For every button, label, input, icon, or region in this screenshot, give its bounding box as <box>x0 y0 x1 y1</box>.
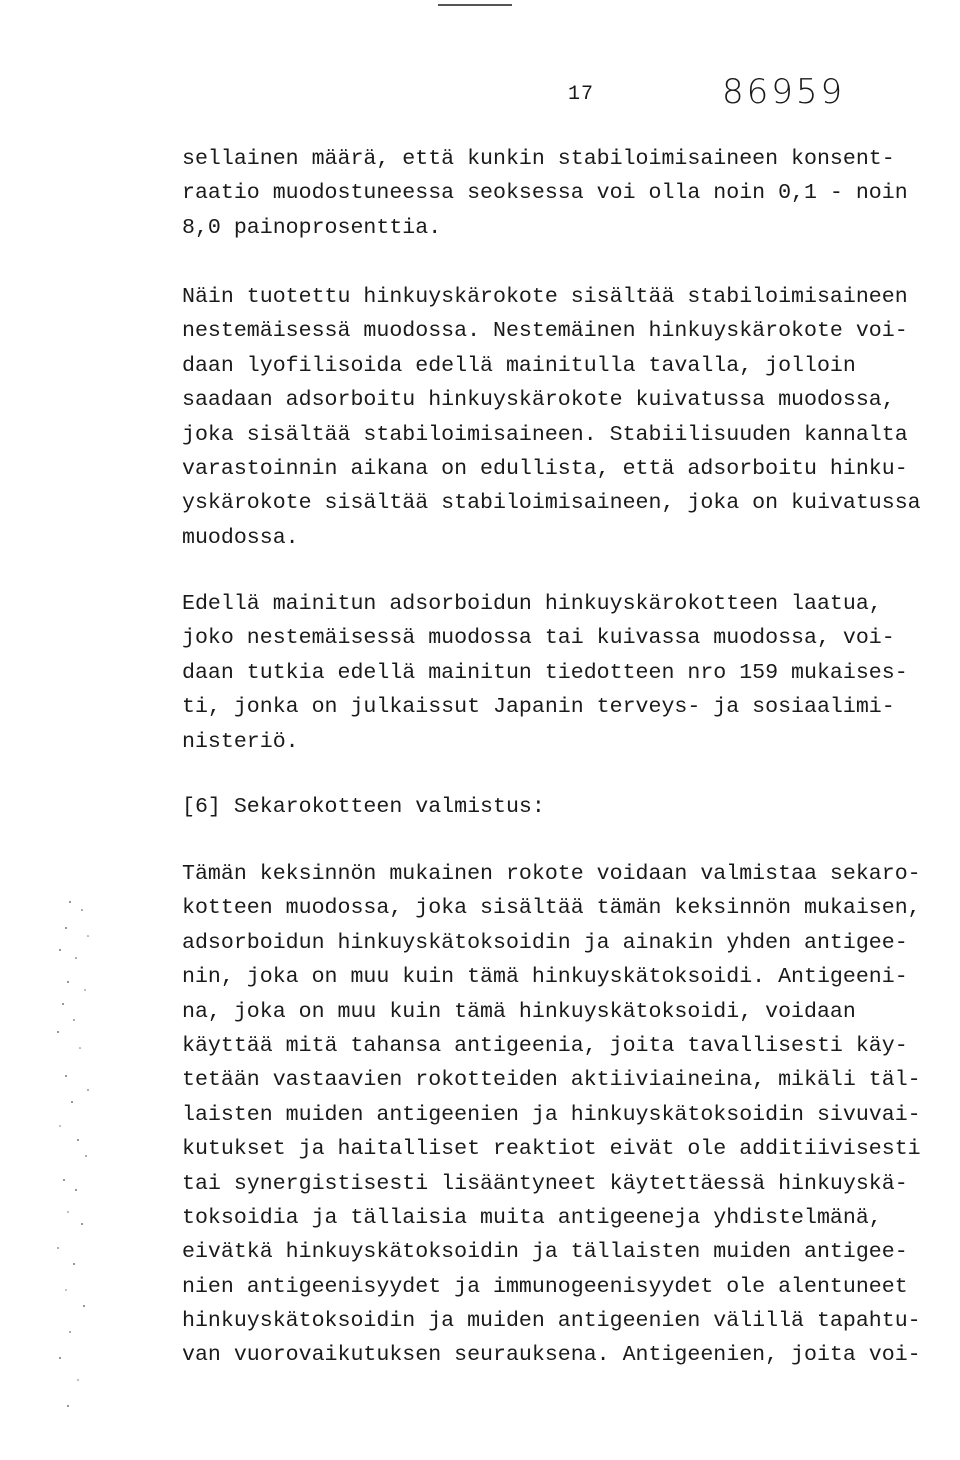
paragraph-3 <box>182 587 952 759</box>
text-line: na, joka on muu kuin tämä hinkuyskätoksoidi, voidaan <box>182 999 856 1024</box>
text-line: daan tutkia edellä mainitun tiedotteen nro 159 mukaises- <box>182 660 908 685</box>
text-line: laisten muiden antigeenien ja hinkuyskätoksoidin sivuvai- <box>182 1102 921 1127</box>
text-line: ti, jonka on julkaissut Japanin terveys- ja sosiaalimi- <box>182 695 895 720</box>
section-heading-text: [6] Sekarokotteen valmistus: <box>182 795 545 819</box>
text-line: 8,0 painoprosenttia. <box>182 215 442 240</box>
paragraph-2 <box>182 280 952 555</box>
text-line: hinkuyskätoksoidin ja muiden antigeenien välillä tapahtu- <box>182 1309 921 1334</box>
text-line: kutukset ja haitalliset reaktiot eivät ole additiivisesti <box>182 1137 921 1162</box>
text-line: sellainen määrä, että kunkin stabiloimisaineen konsent- <box>182 147 895 171</box>
text-line: käyttää mitä tahansa antigeenia, joita tavallisesti käy- <box>182 1033 908 1058</box>
top-rule <box>438 4 512 6</box>
text-line: joko nestemäisessä muodossa tai kuivassa muodossa, voi- <box>182 626 895 651</box>
text-line: Tämän keksinnön mukainen rokote voidaan valmistaa sekaro- <box>182 862 921 886</box>
section-heading <box>182 790 952 824</box>
text-line: nestemäisessä muodossa. Nestemäinen hinkuyskärokote voi- <box>182 319 908 344</box>
text-line: tai synergistisesti lisääntyneet käytettäessä hinkuyskä- <box>182 1171 908 1196</box>
document-number: 86959 <box>722 72 846 112</box>
page-number: 17 <box>568 83 595 106</box>
text-line: varastoinnin aikana on edullista, että adsorboitu hinku- <box>182 456 908 481</box>
scan-specks <box>30 880 110 1440</box>
paragraph-1 <box>182 142 952 245</box>
text-line: joka sisältää stabiloimisaineen. Stabiilisuuden kannalta <box>182 422 908 447</box>
text-line: kotteen muodossa, joka sisältää tämän keksinnön mukaisen, <box>182 896 921 921</box>
text-line: Edellä mainitun adsorboidun hinkuyskärokotteen laatua, <box>182 592 882 616</box>
text-line: adsorboidun hinkuyskätoksoidin ja ainakin yhden antigee- <box>182 930 908 955</box>
text-line: nisteriö. <box>182 729 299 754</box>
text-line: muodossa. <box>182 525 299 550</box>
text-line: toksoidia ja tällaisia muita antigeeneja yhdistelmänä, <box>182 1205 882 1230</box>
text-line: nin, joka on muu kuin tämä hinkuyskätoksoidi. Antigeeni- <box>182 965 908 990</box>
text-line: Näin tuotettu hinkuyskärokote sisältää stabiloimisaineen <box>182 285 908 309</box>
text-line: daan lyofilisoida edellä mainitulla tavalla, jolloin <box>182 353 856 378</box>
text-line: yskärokote sisältää stabiloimisaineen, joka on kuivatussa <box>182 491 921 516</box>
text-line: tetään vastaavien rokotteiden aktiiviaineina, mikäli täl- <box>182 1068 921 1093</box>
text-line: saadaan adsorboitu hinkuyskärokote kuivatussa muodossa, <box>182 388 895 413</box>
paragraph-4 <box>182 857 952 1373</box>
text-line: eivätkä hinkuyskätoksoidin ja tällaisten muiden antigee- <box>182 1240 908 1265</box>
text-line: nien antigeenisyydet ja immunogeenisyydet ole alentuneet <box>182 1274 908 1299</box>
text-line: raatio muodostuneessa seoksessa voi olla noin 0,1 - noin <box>182 181 908 206</box>
text-line: van vuorovaikutuksen seurauksena. Antigeenien, joita voi- <box>182 1343 921 1368</box>
